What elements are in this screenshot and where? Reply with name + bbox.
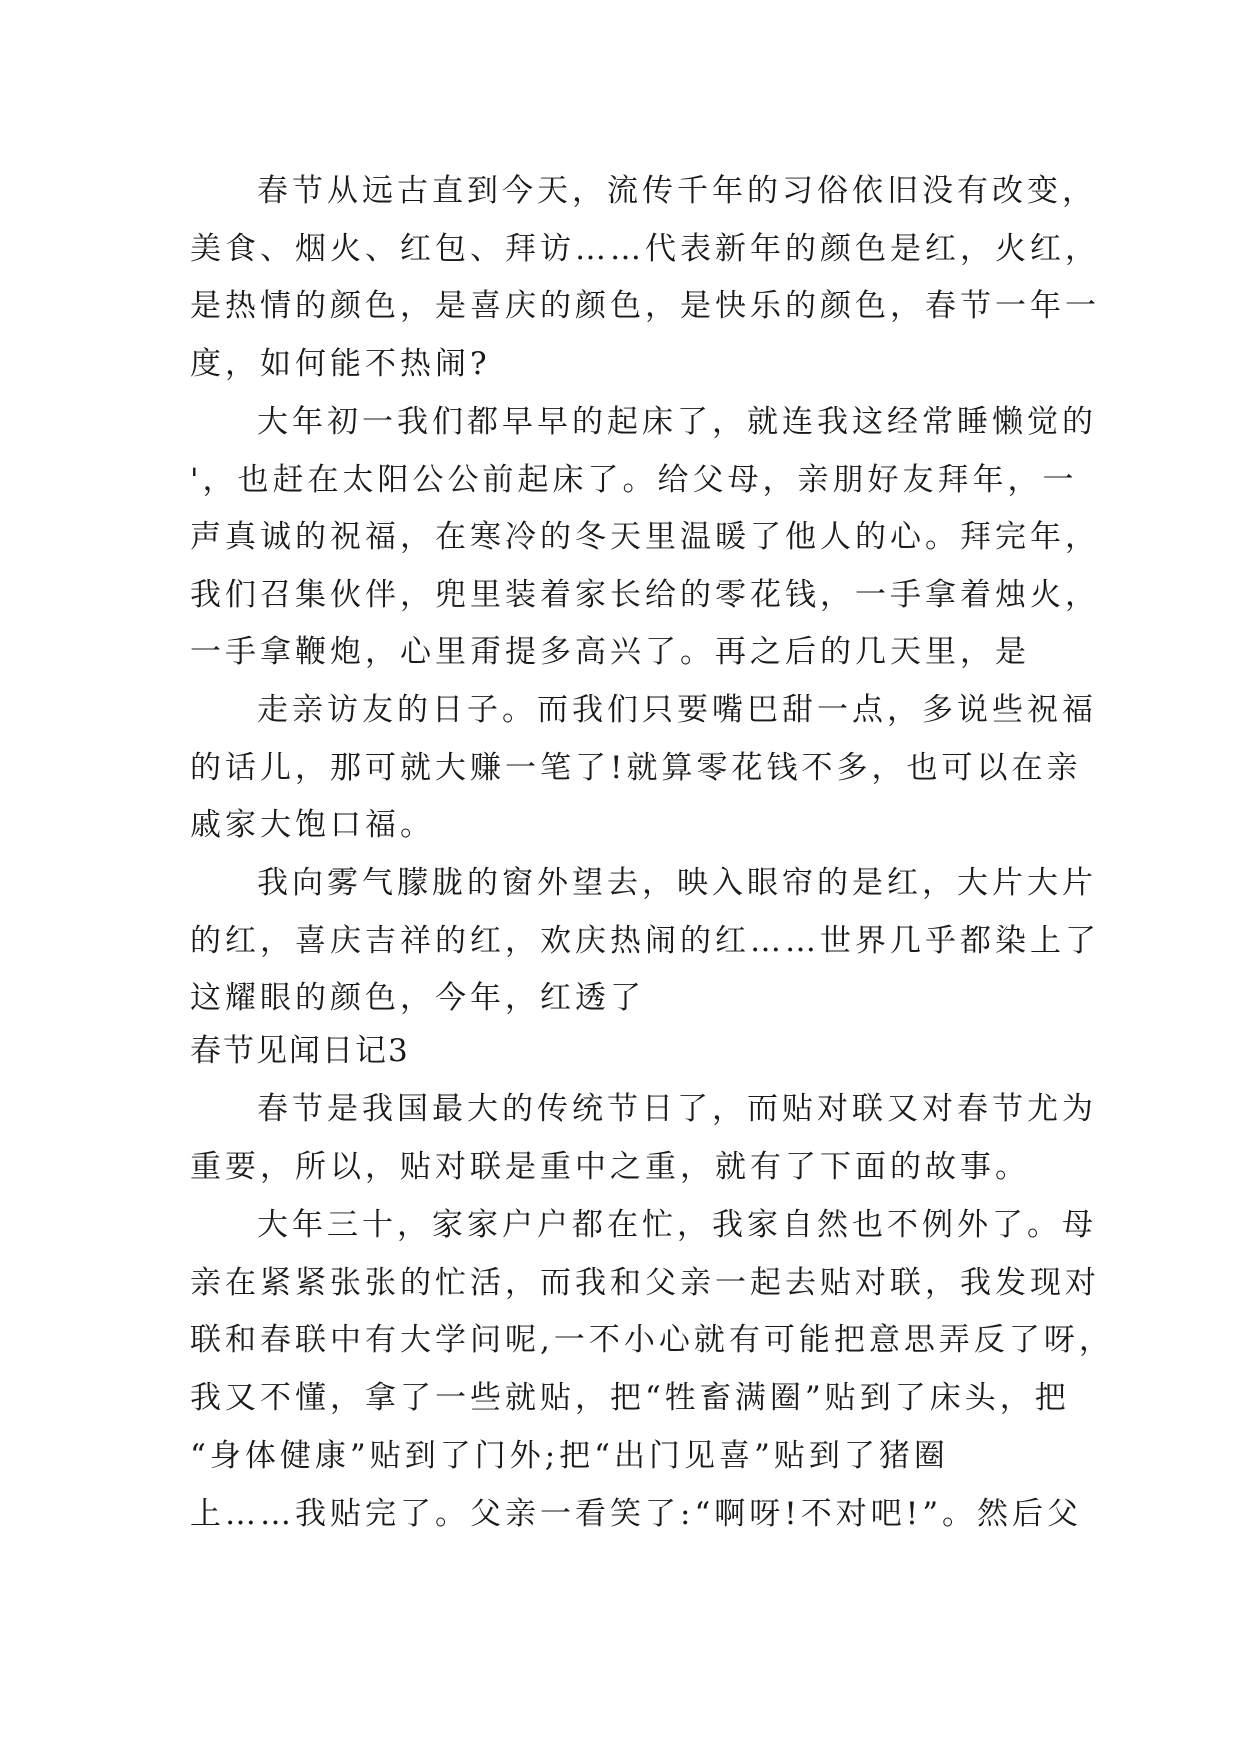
- text-line: '，也赶在太阳公公前起床了。给父母，亲朋好友拜年，一: [190, 462, 1078, 498]
- text-line: 大年初一我们都早早的起床了，就连我这经常睡懒觉的: [257, 404, 1097, 440]
- text-line: 我又不懂，拿了一些就贴，把“牲畜满圈”贴到了床头，把: [190, 1380, 1070, 1416]
- text-line: 春节从远古直到今天，流传千年的习俗依旧没有改变，: [257, 173, 1097, 209]
- text-line: 重要，所以，贴对联是重中之重，就有了下面的故事。: [190, 1149, 1030, 1185]
- text-line: 的红，喜庆吉祥的红，欢庆热闹的红……世界几乎都染上了: [190, 923, 1100, 959]
- text-line: 一手拿鞭炮，心里甭提多高兴了。再之后的几天里，是: [190, 634, 1030, 670]
- text-line: 声真诚的祝福，在寒冷的冬天里温暖了他人的心。拜完年，: [190, 519, 1100, 555]
- section-heading: 春节见闻日记3: [190, 1033, 410, 1069]
- text-line: 这耀眼的颜色，今年，红透了: [190, 980, 645, 1016]
- text-line: 春节是我国最大的传统节日了，而贴对联又对春节尤为: [257, 1091, 1097, 1127]
- text-line: 走亲访友的日子。而我们只要嘴巴甜一点，多说些祝福: [257, 692, 1097, 728]
- text-line: 上……我贴完了。父亲一看笑了:“啊呀!不对吧!”。然后父: [190, 1496, 1083, 1532]
- text-line: 我们召集伙伴，兜里装着家长给的零花钱，一手拿着烛火，: [190, 577, 1100, 613]
- text-line: 美食、烟火、红包、拜访……代表新年的颜色是红，火红，: [190, 231, 1100, 267]
- text-line: 大年三十，家家户户都在忙，我家自然也不例外了。母: [257, 1207, 1097, 1243]
- text-line: 的话儿，那可就大赚一笔了!就算零花钱不多，也可以在亲: [190, 750, 1082, 786]
- text-line: 是热情的颜色，是喜庆的颜色，是快乐的颜色，春节一年一: [190, 288, 1100, 324]
- text-line: 度，如何能不热闹?: [190, 346, 491, 382]
- text-line: 亲在紧紧张张的忙活，而我和父亲一起去贴对联，我发现对: [190, 1265, 1100, 1301]
- text-line: 联和春联中有大学问呢,一不小心就有可能把意思弄反了呀，: [190, 1322, 1114, 1358]
- text-line: “身体健康”贴到了门外;把“出门见喜”贴到了猪圈: [190, 1438, 949, 1474]
- text-line: 我向雾气朦胧的窗外望去，映入眼帘的是红，大片大片: [257, 865, 1097, 901]
- text-line: 戚家大饱口福。: [190, 807, 435, 843]
